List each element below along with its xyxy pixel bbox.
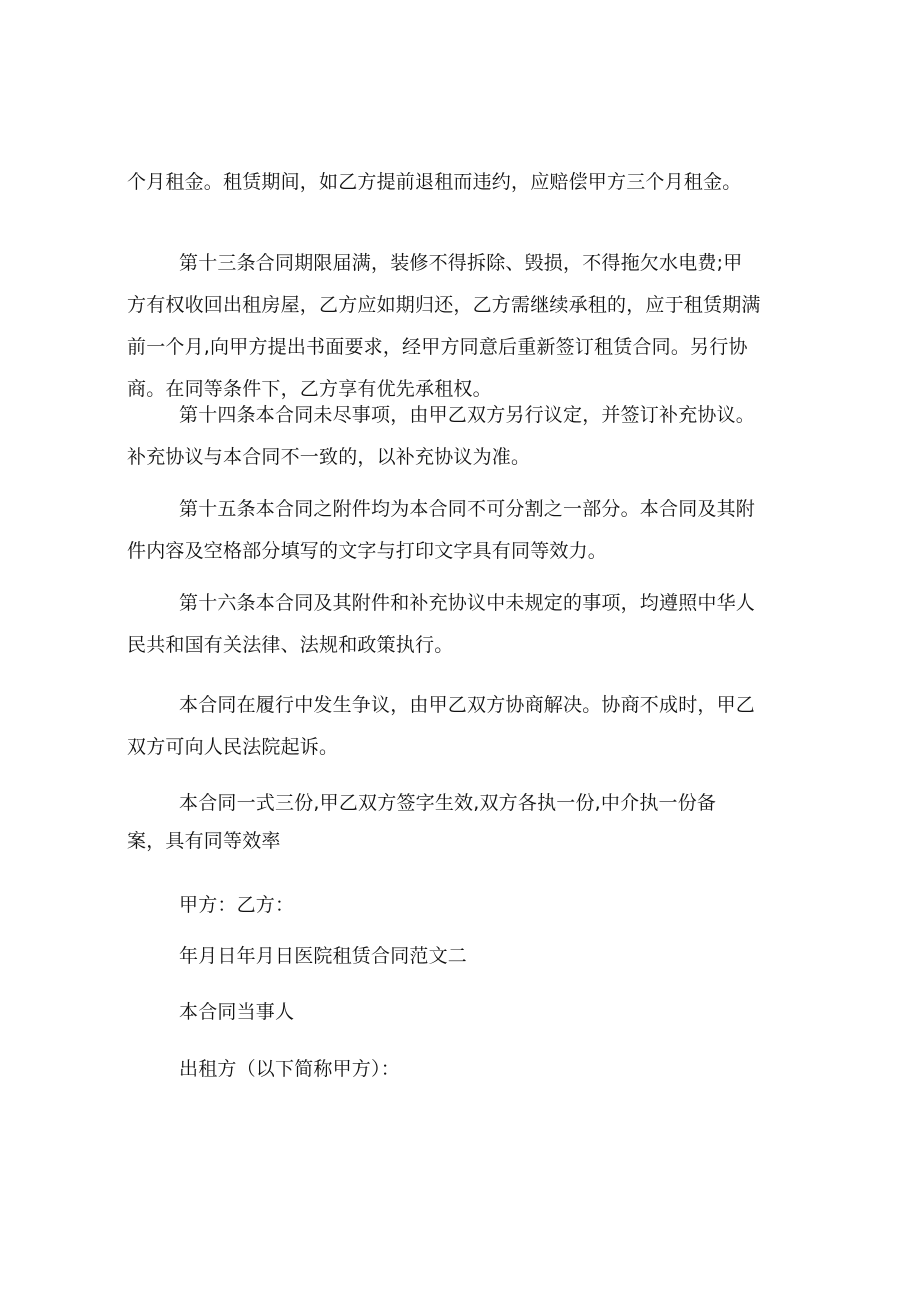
paragraph-article-16-line-1: 第十六条本合同及其附件和补充协议中未规定的事项，均遵照中华人 [179, 592, 756, 614]
lessor-line: 出租方（以下简称甲方）： [179, 1058, 400, 1080]
paragraph-article-13-line-3: 前一个月,向甲方提出书面要求，经甲方同意后重新签订租赁合同。另行协 [127, 336, 748, 358]
paragraph-article-15-line-1: 第十五条本合同之附件均为本合同不可分割之一部分。本合同及其附 [179, 498, 756, 520]
paragraph-article-14-line-2: 补充协议与本合同不一致的，以补充协议为准。 [127, 446, 531, 468]
paragraph-article-13-line-2: 方有权收回出租房屋，乙方应如期归还，乙方需继续承租的，应于租赁期满 [127, 294, 761, 316]
signature-dates-and-title: 年月日年月日医院租赁合同范文二 [179, 945, 468, 967]
paragraph-rent-penalty: 个月租金。租赁期间，如乙方提前退租而违约，应赔偿甲方三个月租金。 [127, 171, 742, 193]
paragraph-copies-line-1: 本合同一式三份,甲乙双方签字生效,双方各执一份,中介执一份备 [179, 792, 717, 814]
paragraph-copies-line-2: 案，具有同等效率 [127, 830, 281, 852]
paragraph-article-14-line-1: 第十四条本合同未尽事项，由甲乙双方另行议定，并签订补充协议。 [179, 404, 756, 426]
paragraph-dispute-line-1: 本合同在履行中发生争议，由甲乙双方协商解决。协商不成时，甲乙 [179, 694, 756, 716]
paragraph-dispute-line-2: 双方可向人民法院起诉。 [127, 736, 339, 758]
paragraph-article-15-line-2: 件内容及空格部分填写的文字与打印文字具有同等效力。 [127, 540, 608, 562]
parties-heading: 本合同当事人 [179, 1001, 295, 1023]
paragraph-article-13-line-1: 第十三条合同期限届满，装修不得拆除、毁损，不得拖欠水电费;甲 [179, 252, 743, 274]
paragraph-article-13-line-4: 商。在同等条件下，乙方享有优先承租权。 [127, 378, 492, 400]
paragraph-article-16-line-2: 民共和国有关法律、法规和政策执行。 [127, 634, 454, 656]
signature-parties: 甲方：乙方： [179, 894, 295, 916]
